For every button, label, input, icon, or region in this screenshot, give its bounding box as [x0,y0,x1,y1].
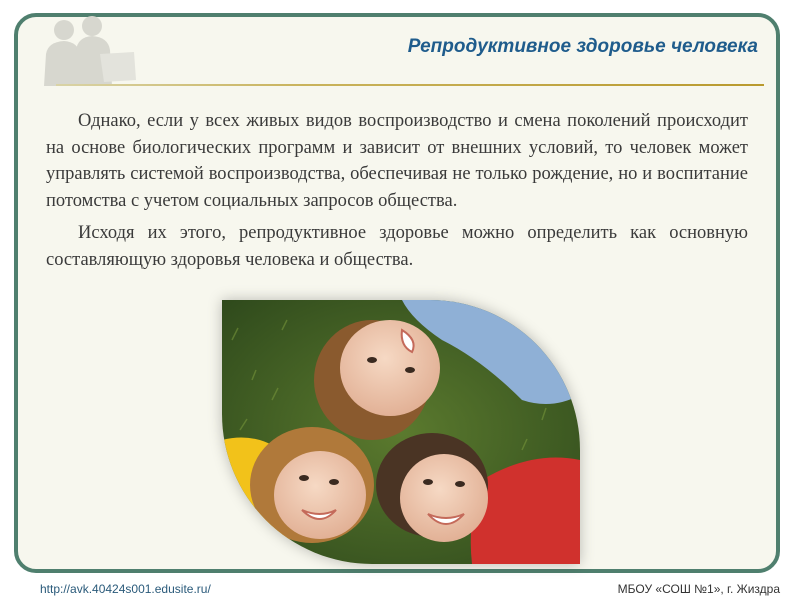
children-photo [222,300,580,564]
slide-title: Репродуктивное здоровье человека [407,36,758,57]
footer-url-link[interactable]: http://avk.40424s001.edusite.ru/ [40,582,211,596]
people-silhouette-logo [30,14,140,86]
paragraph-1: Однако, если у всех живых видов воспроизводство и смена поколений происходит на основе биологических программ и зависит от внешних условий, то человек может управлять системой воспроизводства, обеспечивая не только рождение, но и воспитание потомства с учетом социальных запросов общества. [46,111,748,211]
slide-body [46,108,748,280]
paragraph-2: Исходя их этого, репродуктивное здоровье можно определить как основную составляющую здоровья человека и общества. [46,223,748,270]
title-divider [56,84,764,86]
footer-school-name: МБОУ «СОШ №1», г. Жиздра [617,582,780,596]
